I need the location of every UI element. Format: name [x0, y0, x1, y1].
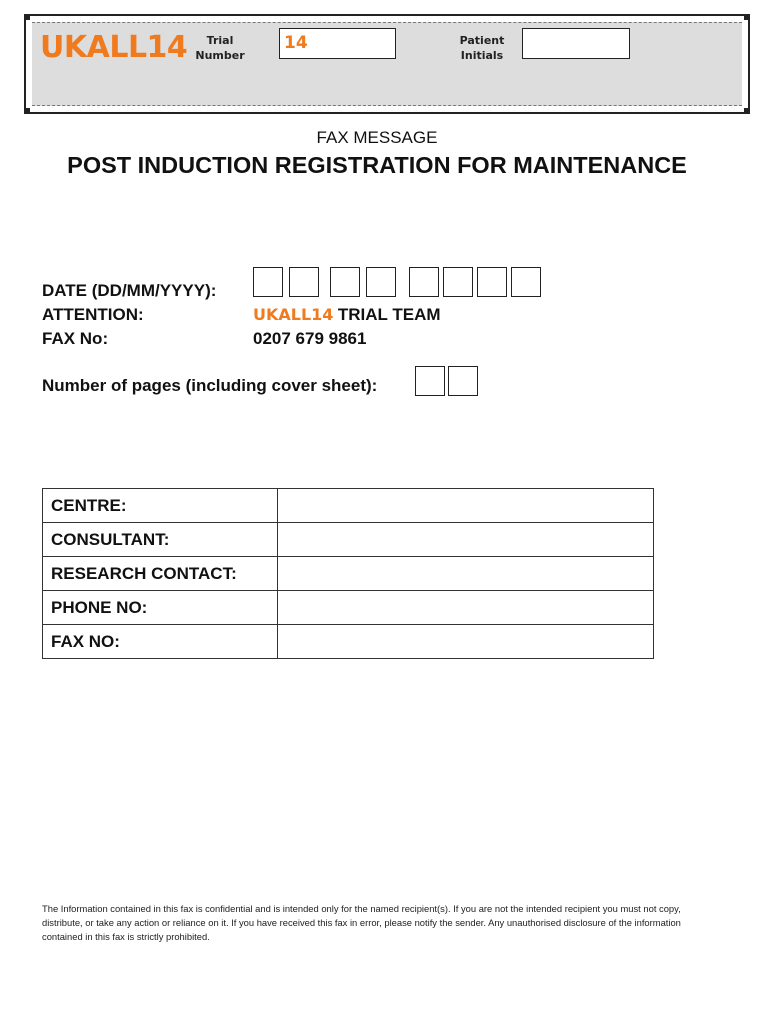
page-title: POST INDUCTION REGISTRATION FOR MAINTENANCE — [67, 152, 687, 178]
phone-no-label: PHONE NO: — [43, 591, 278, 625]
date-year-digit-2[interactable] — [443, 267, 473, 297]
corner-mark — [24, 14, 30, 20]
corner-mark — [24, 108, 30, 114]
contact-info-table — [42, 488, 654, 659]
date-year-digit-3[interactable] — [477, 267, 507, 297]
date-month-digit-1[interactable] — [330, 267, 360, 297]
table-row — [43, 523, 654, 557]
consultant-label: CONSULTANT: — [43, 523, 278, 557]
centre-field[interactable] — [278, 489, 654, 523]
date-year-digit-4[interactable] — [511, 267, 541, 297]
fax-no-table-label: FAX NO: — [43, 625, 278, 659]
pages-label: Number of pages (including cover sheet): — [42, 376, 378, 395]
table-row — [43, 557, 654, 591]
corner-mark — [744, 108, 750, 114]
trial-number-value: 14 — [284, 33, 308, 53]
date-year-digit-1[interactable] — [409, 267, 439, 297]
research-contact-field[interactable] — [278, 557, 654, 591]
fax-no-value: 0207 679 9861 — [253, 329, 367, 348]
research-contact-label: RESEARCH CONTACT: — [43, 557, 278, 591]
phone-no-field[interactable] — [278, 591, 654, 625]
trial-number-field[interactable] — [279, 28, 396, 59]
attention-team: TRIAL TEAM — [337, 305, 441, 324]
fax-no-label: FAX No: — [42, 329, 109, 348]
trial-number-label-line2: Number — [195, 49, 245, 62]
centre-label: CENTRE: — [43, 489, 278, 523]
fax-message-heading: FAX MESSAGE — [316, 128, 438, 147]
date-label: DATE (DD/MM/YYYY): — [42, 281, 217, 300]
table-row — [43, 625, 654, 659]
date-day-digit-2[interactable] — [289, 267, 319, 297]
table-row — [43, 489, 654, 523]
patient-initials-label — [452, 33, 512, 63]
pages-digit-1[interactable] — [415, 366, 445, 396]
patient-initials-field[interactable] — [522, 28, 630, 59]
trial-number-label-line1: Trial — [206, 34, 234, 47]
corner-mark — [744, 14, 750, 20]
patient-initials-label-line2: Initials — [460, 49, 504, 62]
patient-initials-label-line1: Patient — [459, 34, 505, 47]
attention-value — [253, 305, 441, 325]
pages-digit-2[interactable] — [448, 366, 478, 396]
fax-no-field[interactable] — [278, 625, 654, 659]
date-day-digit-1[interactable] — [253, 267, 283, 297]
table-row — [43, 591, 654, 625]
ukall14-inline-logo: UKALL14 — [253, 305, 334, 324]
attention-label: ATTENTION: — [42, 305, 144, 324]
consultant-field[interactable] — [278, 523, 654, 557]
date-month-digit-2[interactable] — [366, 267, 396, 297]
confidentiality-disclaimer: The Information contained in this fax is confidential and is intended only for the named recipient(s). If you are not the intended recipient you must not copy, distribute, or take any action or reliance on it. If you have received this fax in error, please notify the sender. Any unauthorised disclosure of the information contained in this fax is strictly prohibited. — [42, 903, 681, 942]
trial-number-label — [192, 33, 248, 63]
ukall14-logo: UKALL14 — [40, 30, 188, 65]
